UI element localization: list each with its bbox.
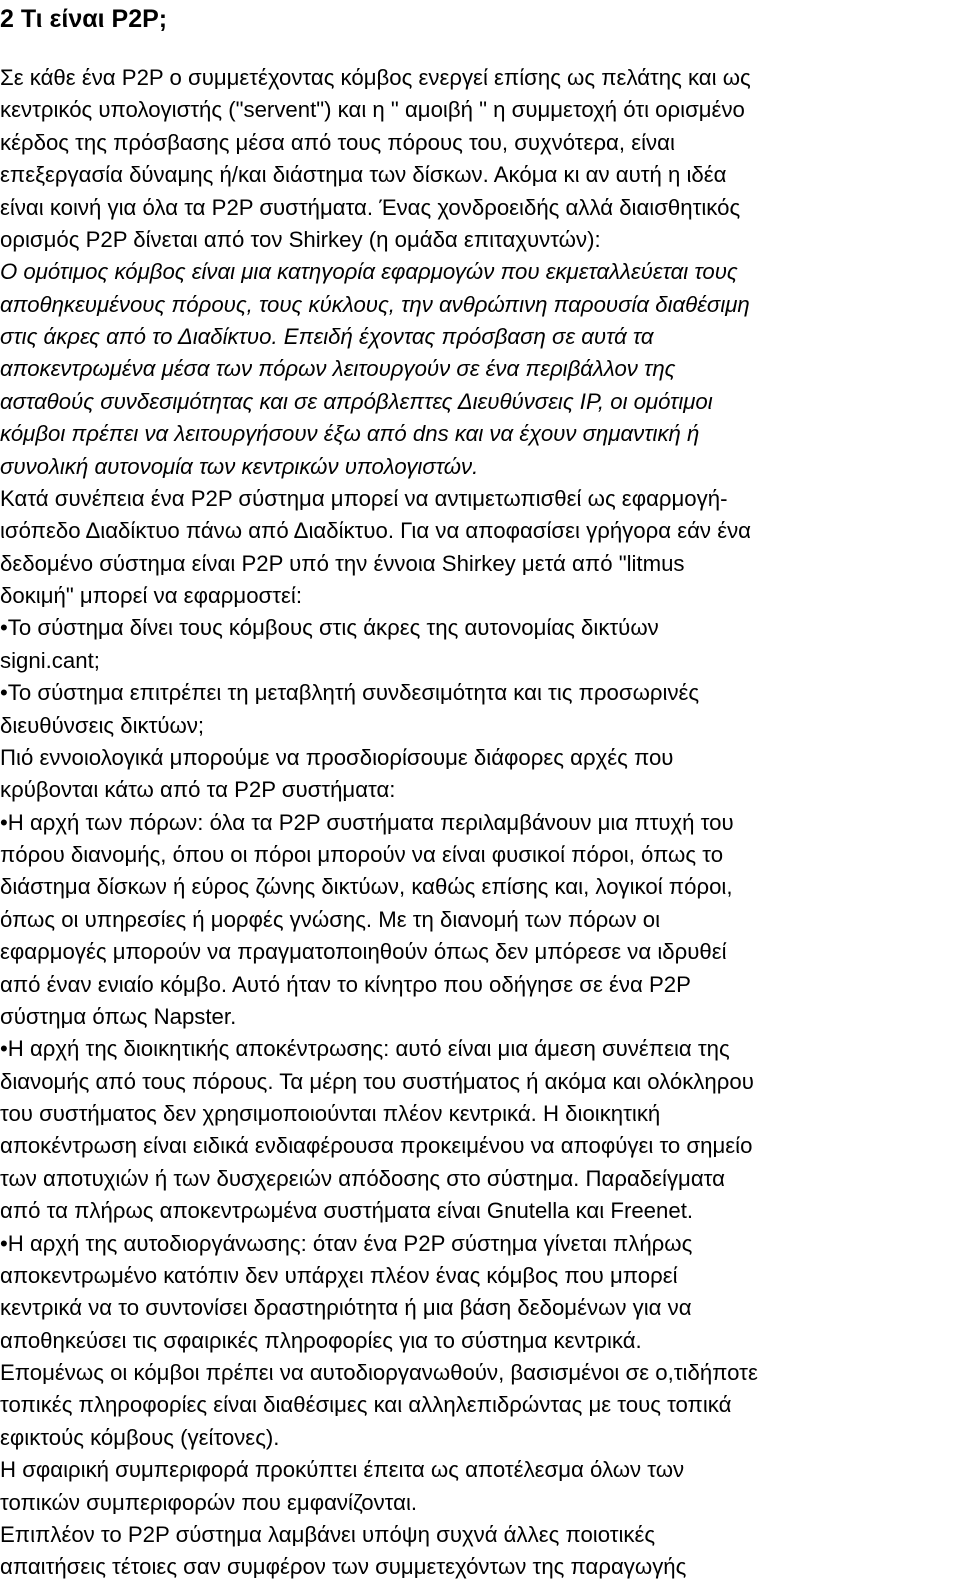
text-run: •Η αρχή των πόρων: όλα τα P2P συστήματα περιλαμβάνουν μια πτυχή του <box>0 809 734 835</box>
text-line <box>0 807 960 839</box>
text-line <box>0 1357 960 1389</box>
text-line <box>0 1098 960 1130</box>
text-line <box>0 580 960 612</box>
text-run: από τα πλήρως αποκεντρωμένα συστήματα είναι Gnutella και Freenet. <box>0 1198 694 1224</box>
italic-text-run: κόμβοι πρέπει να λειτουργήσουν έξω από dns και να έχουν σημαντική ή <box>0 421 700 447</box>
text-run: εφικτούς κόμβους (γείτονες). <box>0 1424 280 1450</box>
text-line <box>0 1454 960 1486</box>
text-line <box>0 159 960 191</box>
text-run: πόρου διανομής, όπου οι πόροι μπορούν να είναι φυσικοί πόροι, όπως το <box>0 842 724 867</box>
text-line <box>0 1001 960 1033</box>
text-line <box>0 353 960 385</box>
text-run: διανομής από τους πόρους. Τα μέρη του συστήματος ή ακόμα και ολόκληρου <box>0 1068 754 1094</box>
text-run: κρύβονται κάτω από τα P2P συστήματα: <box>0 777 396 803</box>
text-line <box>0 256 960 288</box>
text-run: εφαρμογές μπορούν να πραγματοποιηθούν όπως δεν μπόρεσε να ιδρυθεί <box>0 939 727 965</box>
text-line <box>0 62 960 94</box>
text-run: κεντρικός υπολογιστής ("servent") και η " αμοιβή " η συμμετοχή ότι ορισμένο <box>0 97 745 123</box>
text-line <box>0 774 960 806</box>
text-run: •Το σύστημα επιτρέπει τη μεταβλητή συνδεσιμότητα και τις προσωρινές <box>0 680 700 706</box>
text-line <box>0 1292 960 1324</box>
text-run: τοπικές πληροφορίες είναι διαθέσιμες και αλληλεπιδρώντας με τους τοπικά <box>0 1392 732 1418</box>
text-run: Σε κάθε ένα P2P ο συμμετέχοντας κόμβος ενεργεί επίσης ως πελάτης και ως <box>0 65 751 90</box>
text-line <box>0 224 960 256</box>
text-run: δεδομένο σύστημα είναι P2P υπό την έννοια Shirkey μετά από "litmus <box>0 550 685 576</box>
text-line <box>0 289 960 321</box>
text-run: των αποτυχιών ή των δυσχερειών απόδοσης στο σύστημα. Παραδείγματα <box>0 1165 725 1191</box>
body-text <box>0 62 960 1584</box>
text-line <box>0 451 960 483</box>
text-run: •Η αρχή της διοικητικής αποκέντρωσης: αυτό είναι μια άμεση συνέπεια της <box>0 1036 730 1062</box>
text-run: αποθηκεύσει τις σφαιρικές πληροφορίες για το σύστημα κεντρικά. <box>0 1327 642 1353</box>
text-line <box>0 839 960 871</box>
text-line <box>0 612 960 644</box>
text-run: διευθύνσεις δικτύων; <box>0 712 205 738</box>
text-run: είναι κοινή για όλα τα P2P συστήματα. Ένας χονδροειδής αλλά διαισθητικός <box>0 194 741 220</box>
text-line <box>0 1260 960 1292</box>
text-run: Πιό εννοιολογικά μπορούμε να προσδιορίσουμε διάφορες αρχές που <box>0 744 674 770</box>
text-line <box>0 1325 960 1357</box>
text-run: ορισμός P2P δίνεται από τον Shirkey (η ομάδα επιταχυντών): <box>0 226 601 252</box>
text-line <box>0 677 960 709</box>
text-run: διάστημα δίσκων ή εύρος ζώνης δικτύων, καθώς επίσης και, λογικοί πόροι, <box>0 874 733 900</box>
text-line <box>0 1422 960 1454</box>
text-line <box>0 904 960 936</box>
text-line <box>0 515 960 547</box>
text-run: δοκιμή" μπορεί να εφαρμοστεί: <box>0 583 302 608</box>
text-line <box>0 710 960 742</box>
text-line <box>0 936 960 968</box>
text-line <box>0 1195 960 1227</box>
text-run: Η σφαιρική συμπεριφορά προκύπτει έπειτα ως αποτέλεσμα όλων των <box>0 1457 685 1483</box>
text-line <box>0 1130 960 1162</box>
italic-text-run: ασταθούς συνδεσιμότητας και σε απρόβλεπτες Διευθύνσεις IP, οι ομότιμοι <box>0 388 713 414</box>
text-line <box>0 1066 960 1098</box>
text-line <box>0 127 960 159</box>
text-line <box>0 321 960 353</box>
text-line <box>0 969 960 1001</box>
text-line <box>0 742 960 774</box>
text-run: αποκεντρωμένο κατόπιν δεν υπάρχει πλέον ένας κόμβος που μπορεί <box>0 1262 678 1288</box>
italic-text-run: συνολική αυτονομία των κεντρικών υπολογιστών. <box>0 453 479 479</box>
text-run: από έναν ενιαίο κόμβο. Αυτό ήταν το κίνητρο που οδήγησε σε ένα P2P <box>0 971 691 997</box>
text-line <box>0 1228 960 1260</box>
text-run: του συστήματος δεν χρησιμοποιούνται πλέον κεντρικά. Η διοικητική <box>0 1101 661 1126</box>
text-line <box>0 645 960 677</box>
text-run: τοπικών συμπεριφορών που εμφανίζονται. <box>0 1489 418 1515</box>
text-run: •Το σύστημα δίνει τους κόμβους στις άκρες της αυτονομίας δικτύων <box>0 615 659 641</box>
text-run: επεξεργασία δύναμης ή/και διάστημα των δίσκων. Ακόμα κι αν αυτή η ιδέα <box>0 162 727 188</box>
text-run: κεντρικά να το συντονίσει δραστηριότητα ή μια βάση δεδομένων για να <box>0 1295 692 1321</box>
text-line <box>0 1033 960 1065</box>
text-run: σύστημα όπως Napster. <box>0 1003 237 1029</box>
text-run: signi.cant; <box>0 647 100 673</box>
text-line <box>0 1163 960 1195</box>
text-run: Επιπλέον το P2P σύστημα λαμβάνει υπόψη συχνά άλλες ποιοτικές <box>0 1521 656 1547</box>
text-line <box>0 548 960 580</box>
text-line <box>0 192 960 224</box>
section-heading: 2 Τι είναι P2P; <box>0 5 168 33</box>
text-line <box>0 871 960 903</box>
text-run: Επομένως οι κόμβοι πρέπει να αυτοδιοργανωθούν, βασισμένοι σε ο,τιδήποτε <box>0 1360 758 1385</box>
text-line <box>0 1519 960 1551</box>
italic-text-run: Ο ομότιμος κόμβος είναι μια κατηγορία εφαρμογών που εκμεταλλεύεται τους <box>0 259 738 285</box>
text-run: απαιτήσεις τέτοιες σαν συμφέρον των συμμετεχόντων της παραγωγής <box>0 1554 687 1580</box>
text-run: όπως οι υπηρεσίες ή μορφές γνώσης. Με τη διανομή των πόρων οι <box>0 906 661 932</box>
text-run: •Η αρχή της αυτοδιοργάνωσης: όταν ένα P2P σύστημα γίνεται πλήρως <box>0 1230 693 1256</box>
text-run: αποκέντρωση είναι ειδικά ενδιαφέρουσα προκειμένου να αποφύγει το σημείο <box>0 1133 753 1159</box>
italic-text-run: αποθηκευμένους πόρους, τους κύκλους, την ανθρώπινη παρουσία διαθέσιμη <box>0 291 750 317</box>
text-line <box>0 418 960 450</box>
text-line <box>0 1487 960 1519</box>
text-line <box>0 386 960 418</box>
text-line <box>0 94 960 126</box>
italic-text-run: στις άκρες από το Διαδίκτυο. Επειδή έχοντας πρόσβαση σε αυτά τα <box>0 324 654 349</box>
text-line <box>0 483 960 515</box>
text-run: Κατά συνέπεια ένα P2P σύστημα μπορεί να αντιμετωπισθεί ως εφαρμογή- <box>0 485 728 511</box>
italic-text-run: αποκεντρωμένα μέσα των πόρων λειτουργούν σε ένα περιβάλλον της <box>0 356 676 382</box>
text-run: ισόπεδο Διαδίκτυο πάνω από Διαδίκτυο. Για να αποφασίσει γρήγορα εάν ένα <box>0 518 752 544</box>
text-line <box>0 1389 960 1421</box>
text-run: κέρδος της πρόσβασης μέσα από τους πόρους του, συχνότερα, είναι <box>0 129 675 155</box>
